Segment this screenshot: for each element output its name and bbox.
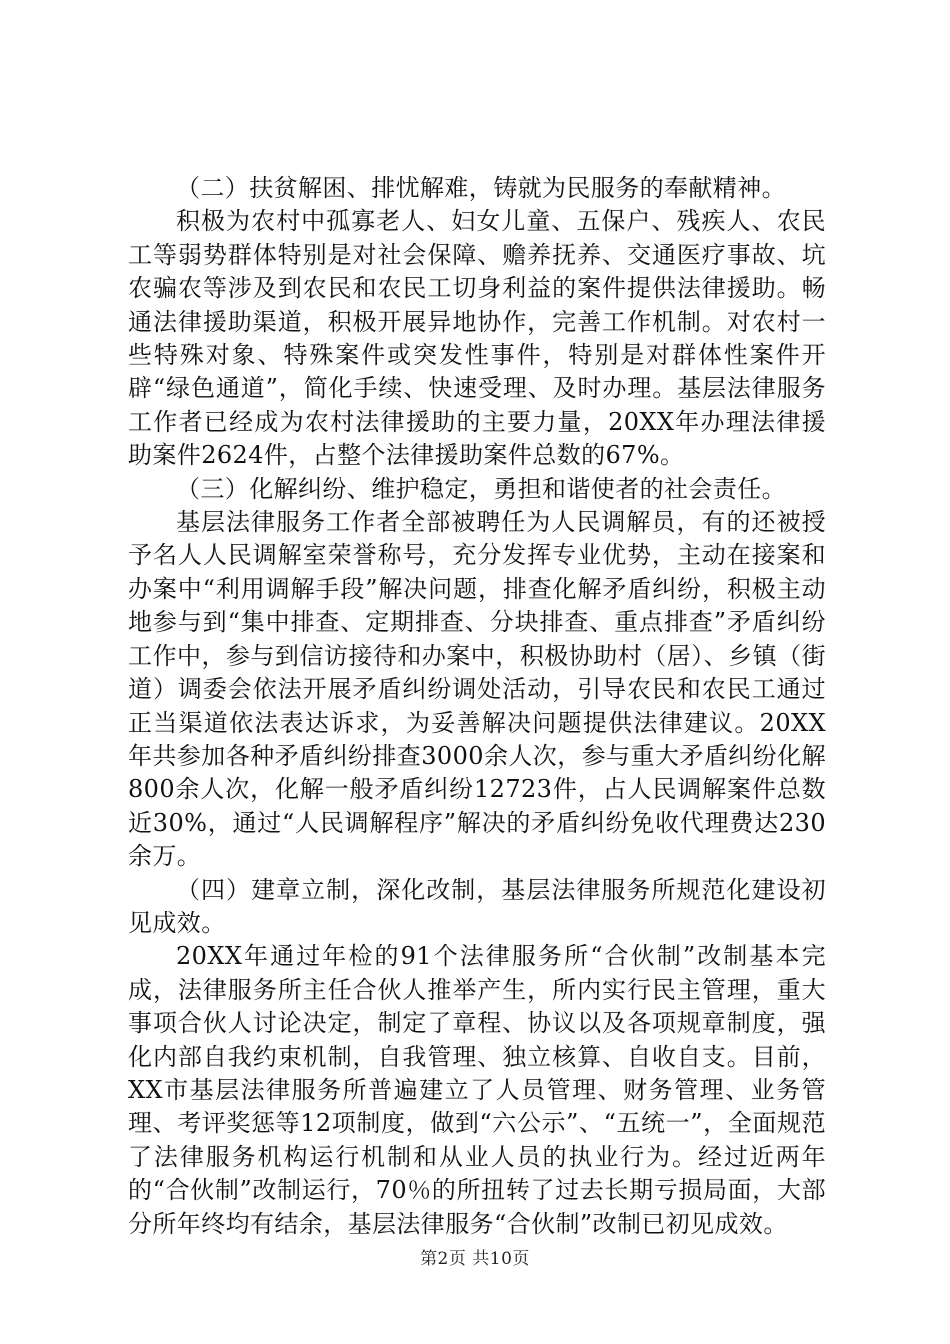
- section-heading-3: （三）化解纠纷、维护稳定，勇担和谐使者的社会责任。: [176, 474, 786, 503]
- document-body: [128, 172, 826, 1241]
- section-heading-2: （二）扶贫解困、排忧解难，铸就为民服务的奉献精神。: [176, 174, 786, 202]
- paragraph-partnership-reform: 20XX年通过年检的91个法律服务所“合伙制”改制基本完成，法律服务所主任合伙人推举产生，所内实行民主管理，重大事项合伙人讨论决定，制定了章程、协议以及各项规章制度，强化内部自我约束机制，自我管理、独立核算、自收自支。目前，XX市基层法律服务所普遍建立了人员管理、财务管理、业务管理、考评奖惩等12项制度，做到“六公示”、“五统一”，全面规范了法律服务机构运行机制和从业人员的执业行为。经过近两年的“合伙制”改制运行，70％的所扭转了过去长期亏损局面，大部分所年终均有结余，基层法律服务“合伙制”改制已初见成效。: [128, 942, 826, 1238]
- page-footer: 第2页 共10页: [420, 1249, 530, 1269]
- paragraph-mediation: 基层法律服务工作者全部被聘任为人民调解员，有的还被授予名人人民调解室荣誉称号，充分发挥专业优势，主动在接案和办案中“利用调解手段”解决问题，排查化解矛盾纠纷，积极主动地参与到“集中排查、定期排查、分块排查、重点排查”矛盾纠纷工作中，参与到信访接待和办案中，积极协助村（居）、乡镇（街道）调委会依法开展矛盾纠纷调处活动，引导农民和农民工通过正当渠道依法表达诉求，为妥善解决问题提供法律建议。20XX年共参加各种矛盾纠纷排查3000余人次，参与重大矛盾纠纷化解800余人次，化解一般矛盾纠纷12723件，占人民调解案件总数近30%，通过“人民调解程序”解决的矛盾纠纷免收代理费达230余万。: [128, 508, 826, 871]
- paragraph-legal-aid: 积极为农村中孤寡老人、妇女儿童、五保户、残疾人、农民工等弱势群体特别是对社会保障、赡养抚养、交通医疗事故、坑农骗农等涉及到农民和农民工切身利益的案件提供法律援助。畅通法律援助渠道，积极开展异地协作，完善工作机制。对农村一些特殊对象、特殊案件或突发性事件，特别是对群体性案件开辟“绿色通道”，简化手续、快速受理、及时办理。基层法律服务工作者已经成为农村法律援助的主要力量，20XX年办理法律援助案件2624件，占整个法律援助案件总数的67%。: [128, 207, 826, 470]
- section-heading-4: （四）建章立制，深化改制，基层法律服务所规范化建设初见成效。: [128, 875, 826, 937]
